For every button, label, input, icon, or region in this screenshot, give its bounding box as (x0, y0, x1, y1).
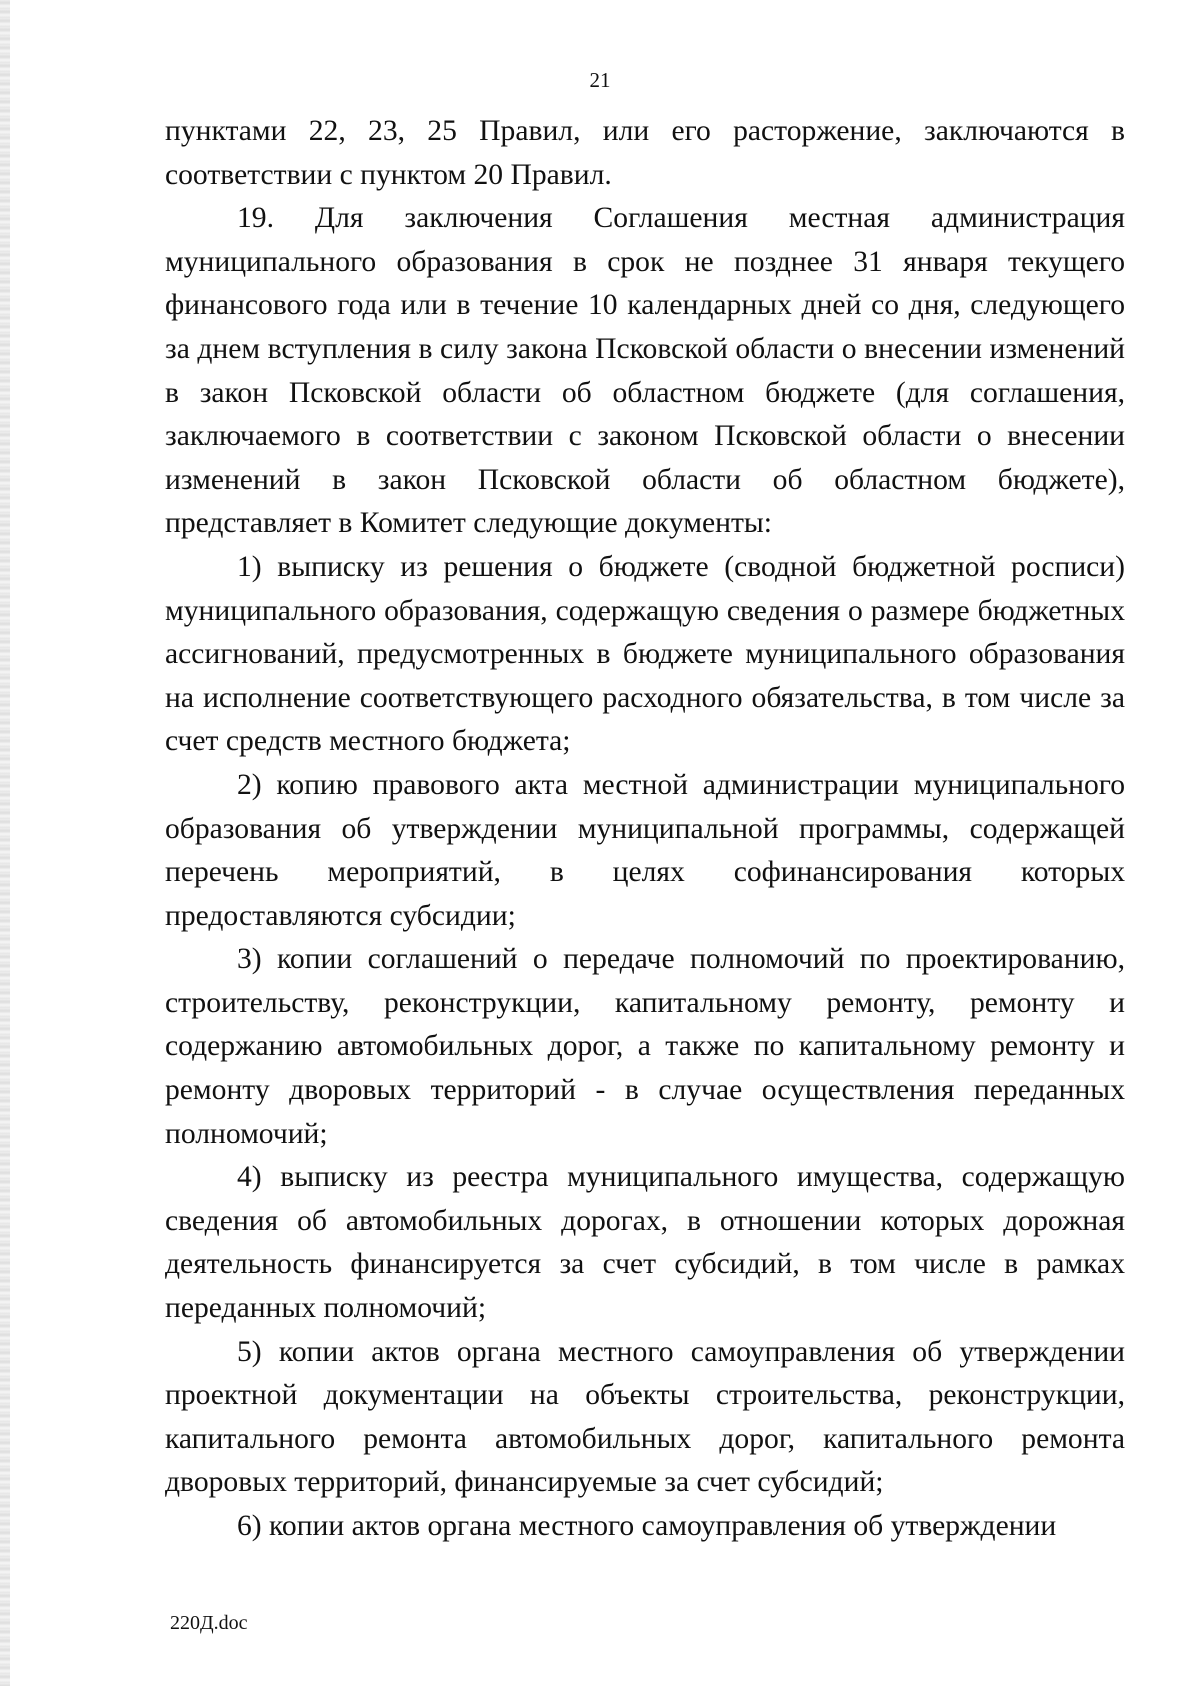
paragraph-item-19: 19. Для заключения Соглашения местная администрация муниципального образования в срок не позднее 31 января текущего финансового года или в течение 10 календарных дней со дня, следующего за днем вступления в силу закона Псковской области о внесении изменений в закон Псковской области об областном бюджете (для соглашения, заключаемого в соответствии с законом Псковской области о внесении изменений в закон Псковской области об областном бюджете), представляет в Комитет следующие документы: (165, 202, 1125, 540)
footer-filename: 220Д.doc (170, 1612, 248, 1634)
list-item-4: 4) выписку из реестра муниципального имущества, содержащую сведения об автомобильных дорогах, в отношении которых дорожная деятельность финансируется за счет субсидий, в том числе в рамках переданных полномочий; (165, 1161, 1125, 1325)
list-item-6: 6) копии актов органа местного самоуправления об утверждении (237, 1510, 1057, 1542)
document-body (165, 110, 1125, 1549)
list-item-1: 1) выписку из решения о бюджете (сводной бюджетной росписи) муниципального образования, содержащую сведения о размере бюджетных ассигнований, предусмотренных в бюджете муниципального образования на исполнение соответствующего расходного обязательства, в том числе за счет средств местного бюджета; (165, 550, 1125, 758)
list-item-2: 2) копию правового акта местной администрации муниципального образования об утверждении муниципальной программы, содержащей перечень мероприятий, в целях софинансирования которых предоставляются субсидии; (165, 768, 1125, 932)
paragraph-continuation: пунктами 22, 23, 25 Правил, или его расторжение, заключаются в соответствии с пунктом 20 Правил. (165, 115, 1125, 191)
page-number: 21 (589, 68, 611, 92)
list-item-3: 3) копии соглашений о передаче полномочий по проектированию, строительству, реконструкции, капитальному ремонту, ремонту и содержанию автомобильных дорог, а также по капитальному ремонту и ремонту дворовых территорий - в случае осуществления переданных полномочий; (165, 943, 1125, 1150)
list-item-5: 5) копии актов органа местного самоуправления об утверждении проектной документации на объекты строительства, реконструкции, капитального ремонта автомобильных дорог, капитального ремонта дворовых территорий, финансируемые за счет субсидий; (165, 1335, 1125, 1499)
